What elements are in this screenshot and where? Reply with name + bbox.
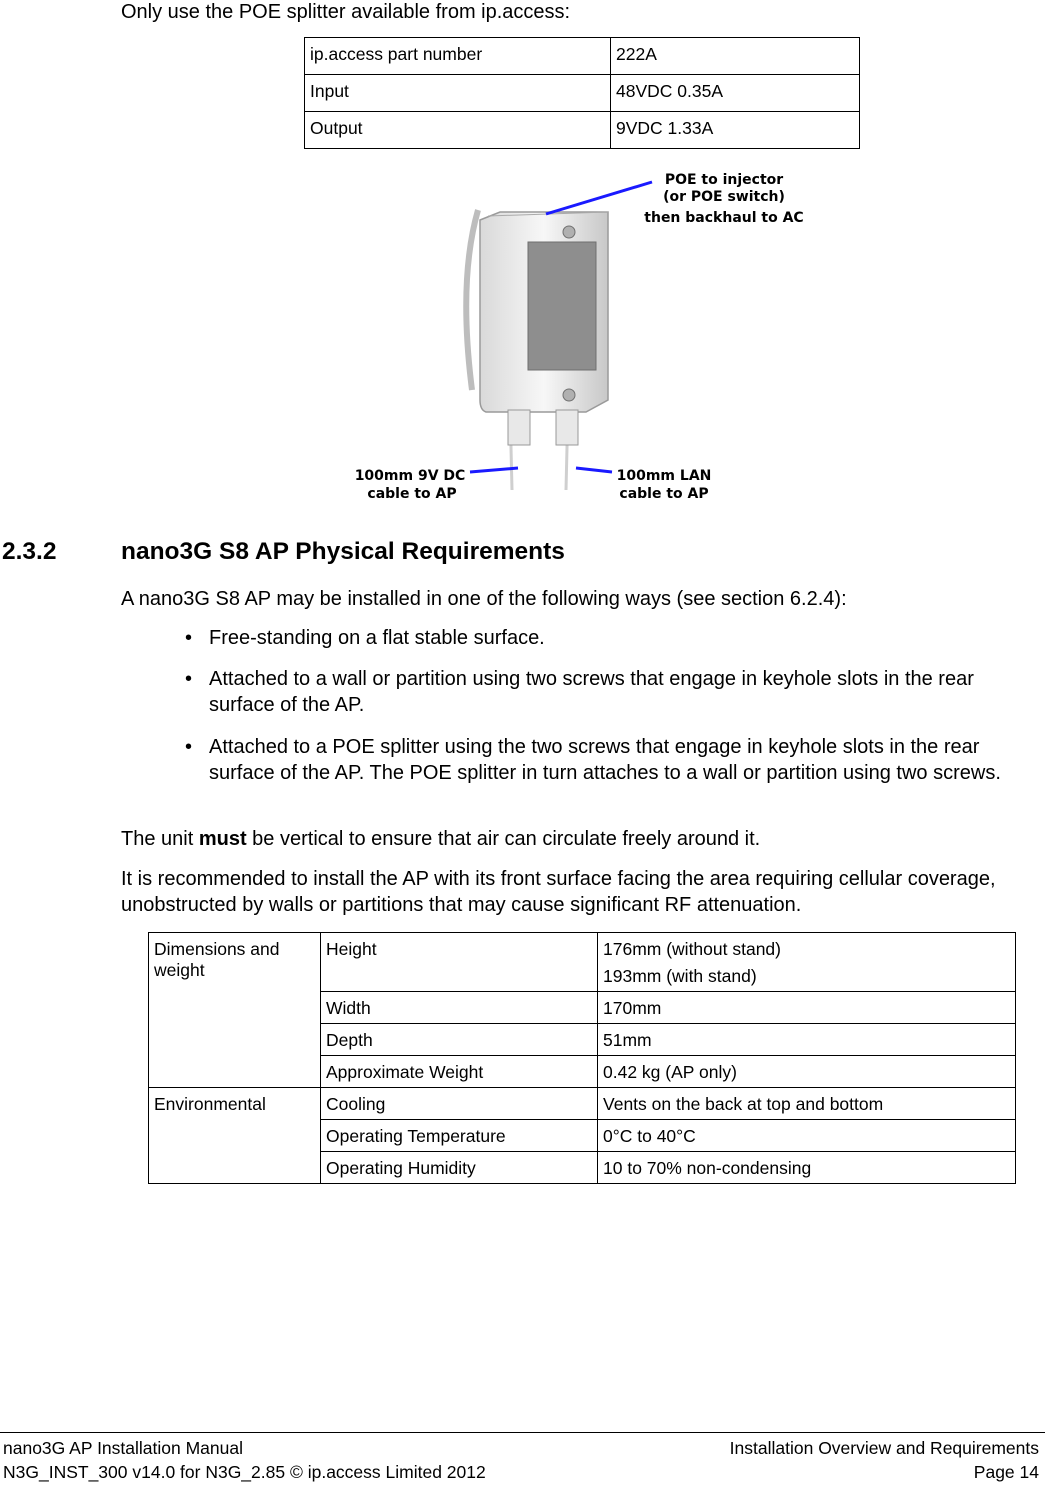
table-cell: 222A (616, 44, 657, 64)
table-row (305, 38, 860, 75)
table-cell: 193mm (with stand) (603, 966, 757, 986)
figure-label: cable to AP (367, 486, 457, 502)
splitter-spec-table (304, 37, 860, 149)
list-item-text: Attached to a POE splitter using the two screws that engage in keyhole slots in the rear surface of the AP. The POE splitter in turn attaches to a wall or partition using two screws. (209, 736, 1001, 784)
table-cell: Input (310, 81, 349, 101)
page-number: Page 14 (973, 1462, 1039, 1482)
paragraph (121, 826, 760, 852)
table-cell: 9VDC 1.33A (616, 118, 714, 138)
table-cell: 176mm (without stand) (603, 939, 781, 959)
paragraph-text: be vertical to ensure that air can circulate freely around it. (246, 828, 761, 850)
figure-label: 100mm 9V DC (354, 468, 466, 484)
figure-label: (or POE switch) (663, 189, 785, 205)
figure-label: 100mm LAN (616, 468, 712, 484)
paragraph-text: The unit (121, 828, 199, 850)
table-cell: 0.42 kg (AP only) (603, 1062, 737, 1082)
table-cell: ip.access part number (310, 44, 483, 64)
section-lead: A nano3G S8 AP may be installed in one of the following ways (see section 6.2.4): (121, 588, 847, 610)
table-cell: Height (326, 939, 377, 959)
emphasis: must (198, 828, 247, 850)
paragraph: It is recommended to install the AP with its front surface facing the area requiring cellular coverage, unobstructed by walls or partitions that may cause significant RF attenuation. (121, 868, 996, 916)
bullet-glyph: • (185, 736, 193, 758)
table-cell: Width (326, 998, 371, 1018)
poe-splitter-figure (340, 160, 820, 505)
table-group-label: Dimensions and weight (154, 939, 280, 980)
figure-label: cable to AP (619, 486, 709, 502)
table-row (305, 75, 860, 112)
table-cell: Operating Humidity (326, 1158, 476, 1178)
bullet-glyph: • (185, 668, 193, 690)
document-id: N3G_INST_300 v14.0 for N3G_2.85 © ip.access Limited 2012 (3, 1462, 486, 1482)
table-cell: Approximate Weight (326, 1062, 484, 1082)
table-cell: 170mm (603, 998, 662, 1018)
footer-right (730, 1436, 1039, 1484)
figure-label: then backhaul to AC (644, 210, 804, 226)
table-row (305, 112, 860, 149)
table-cell: Vents on the back at top and bottom (603, 1094, 884, 1114)
table-cell: 0°C to 40°C (603, 1126, 696, 1146)
top-pointer-line (546, 182, 652, 214)
table-cell: 10 to 70% non-condensing (603, 1158, 812, 1178)
table-cell: 51mm (603, 1030, 652, 1050)
list-item-text: Attached to a wall or partition using two screws that engage in keyhole slots in the rear surface of the AP. (209, 668, 974, 716)
table-group-label: Environmental (154, 1094, 266, 1114)
table-cell: Output (310, 118, 363, 138)
table-cell: Cooling (326, 1094, 386, 1114)
table-cell: Operating Temperature (326, 1126, 506, 1146)
section-number: 2.3.2 (2, 538, 57, 565)
table-row (149, 933, 1016, 992)
intro-text: Only use the POE splitter available from ip.access: (121, 1, 571, 23)
manual-title: nano3G AP Installation Manual (3, 1438, 243, 1458)
footer-rule (0, 1432, 1045, 1433)
footer-left (3, 1436, 486, 1484)
figure-label: POE to injector (664, 172, 784, 188)
chapter-title: Installation Overview and Requirements (729, 1438, 1039, 1458)
table-cell: Depth (326, 1030, 373, 1050)
list-item-text: Free-standing on a flat stable surface. (209, 627, 545, 649)
table-cell: 48VDC 0.35A (616, 81, 724, 101)
table-row (149, 1088, 1016, 1120)
right-pointer-line (576, 468, 612, 472)
bullet-glyph: • (185, 627, 193, 649)
section-heading (2, 537, 565, 567)
requirements-table (148, 932, 1016, 1184)
section-title: nano3G S8 AP Physical Requirements (121, 538, 565, 565)
